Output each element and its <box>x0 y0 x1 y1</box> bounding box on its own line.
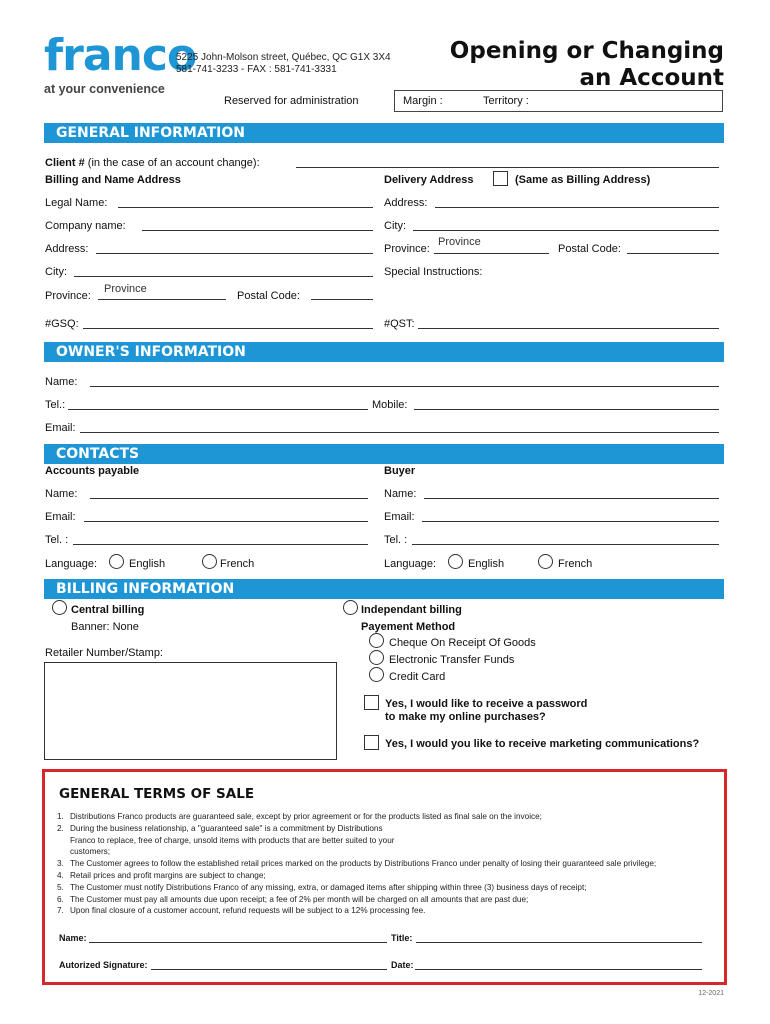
delivery-province-value: Province <box>438 236 481 248</box>
terms-item-number: 2. <box>57 823 64 833</box>
title-line-2: an Account <box>579 65 724 91</box>
terms-list <box>57 811 717 917</box>
payable-email-label: Email: <box>45 511 76 523</box>
payment-method-label: Payement Method <box>361 621 456 633</box>
franco-logo: franco <box>44 30 197 81</box>
terms-name-label: Name: <box>59 933 87 943</box>
delivery-address-field[interactable] <box>435 207 719 208</box>
special-instructions-label: Special Instructions: <box>384 266 483 278</box>
terms-title: GENERAL TERMS OF SALE <box>59 786 255 802</box>
terms-item-number: 4. <box>57 870 64 880</box>
billing-address-label: Address: <box>45 243 89 255</box>
territory-label: Territory : <box>483 95 529 107</box>
retailer-stamp-box[interactable] <box>44 662 337 760</box>
delivery-province-field[interactable] <box>434 253 549 254</box>
margin-label: Margin : <box>403 95 443 107</box>
billing-province-field[interactable] <box>98 299 226 300</box>
payable-english-radio[interactable] <box>109 554 124 569</box>
terms-item-text: The Customer agrees to follow the established retail prices marked on the products by Distributions Franco under penalty of losing their guaranteed sale privilege; <box>70 859 657 869</box>
section-general-information: GENERAL INFORMATION <box>44 123 724 143</box>
buyer-name-label: Name: <box>384 488 417 500</box>
terms-item <box>57 870 717 882</box>
section-billing-information: BILLING INFORMATION <box>44 579 724 599</box>
buyer-tel-field[interactable] <box>412 544 719 545</box>
buyer-french-label: French <box>558 558 593 570</box>
owner-name-label: Name: <box>45 376 78 388</box>
password-checkbox[interactable] <box>364 695 379 710</box>
independant-billing-radio[interactable] <box>343 600 358 615</box>
terms-item-number: 3. <box>57 859 64 869</box>
delivery-postal-field[interactable] <box>627 253 719 254</box>
central-billing-label: Central billing <box>71 604 145 616</box>
billing-postal-label: Postal Code: <box>237 290 300 302</box>
address-line-1: 5225 John-Molson street, Québec, QC G1X 3X4 <box>176 52 391 63</box>
cheque-label: Cheque On Receipt Of Goods <box>389 637 536 649</box>
payable-french-radio[interactable] <box>202 554 217 569</box>
signature-label: Autorized Signature: <box>59 960 148 970</box>
buyer-tel-label: Tel. : <box>384 534 408 546</box>
independant-billing-label: Independant billing <box>361 604 462 616</box>
eft-radio[interactable] <box>369 650 384 665</box>
cheque-radio[interactable] <box>369 633 384 648</box>
password-label-line-2: to make my online purchases? <box>385 711 546 723</box>
credit-card-label: Credit Card <box>389 671 446 683</box>
retailer-stamp-label: Retailer Number/Stamp: <box>45 647 163 659</box>
password-label <box>385 698 587 724</box>
qst-label: #QST: <box>384 318 415 330</box>
terms-item-text: The Customer must notify Distributions Franco of any missing, extra, or damaged items after shipping within three (3) business days of receipt; <box>70 882 587 892</box>
delivery-city-field[interactable] <box>413 230 719 231</box>
terms-item <box>57 894 717 906</box>
buyer-french-radio[interactable] <box>538 554 553 569</box>
gsq-label: #GSQ: <box>45 318 79 330</box>
company-name-label: Company name: <box>45 220 126 232</box>
company-name-field[interactable] <box>142 230 373 231</box>
admin-box <box>394 90 723 112</box>
client-number-field[interactable] <box>296 167 719 168</box>
buyer-heading: Buyer <box>384 465 416 477</box>
terms-title-field[interactable] <box>416 942 702 943</box>
buyer-language-label: Language: <box>384 558 436 570</box>
terms-item <box>57 811 717 823</box>
terms-item-text: The Customer must pay all amounts due upon receipt; a fee of 2% per month will be charged on all amounts that are past due; <box>70 894 529 904</box>
date-label: Date: <box>391 960 414 970</box>
document-title <box>444 38 724 92</box>
terms-item-number: 6. <box>57 894 64 904</box>
terms-item-text: Retail prices and profit margins are subject to change; <box>70 870 266 880</box>
accounts-payable-heading: Accounts payable <box>45 465 140 477</box>
delivery-address-label: Address: <box>384 197 428 209</box>
terms-item <box>57 882 717 894</box>
banner-label: Banner: None <box>71 621 139 633</box>
legal-name-label: Legal Name: <box>45 197 108 209</box>
billing-province-value: Province <box>104 283 147 295</box>
payable-english-label: English <box>129 558 166 570</box>
marketing-checkbox[interactable] <box>364 735 379 750</box>
terms-name-field[interactable] <box>89 942 387 943</box>
legal-name-field[interactable] <box>118 207 373 208</box>
reserved-label: Reserved for administration <box>224 95 359 107</box>
delivery-postal-label: Postal Code: <box>558 243 621 255</box>
billing-city-field[interactable] <box>74 276 373 277</box>
title-line-1: Opening or Changing <box>449 38 724 64</box>
billing-province-label: Province: <box>45 290 91 302</box>
billing-city-label: City: <box>45 266 67 278</box>
payable-email-field[interactable] <box>84 521 368 522</box>
owner-tel-label: Tel.: <box>45 399 66 411</box>
terms-title-label: Title: <box>391 933 413 943</box>
terms-item <box>57 858 717 870</box>
terms-item-text: Distributions Franco products are guaranteed sale, except by prior agreement or for the products listed as final sale on the invoice; <box>70 812 542 821</box>
credit-card-radio[interactable] <box>369 667 384 682</box>
terms-item-number: 1. <box>57 812 64 821</box>
payable-tel-label: Tel. : <box>45 534 69 546</box>
marketing-label: Yes, I would you like to receive marketing communications? <box>385 738 700 750</box>
eft-label: Electronic Transfer Funds <box>389 654 515 666</box>
client-number-label: Client # (in the case of an account change): <box>45 157 260 169</box>
date-field[interactable] <box>415 969 702 970</box>
owner-name-field[interactable] <box>90 386 719 387</box>
owner-mobile-field[interactable] <box>414 409 719 410</box>
owner-email-label: Email: <box>45 422 76 434</box>
buyer-name-field[interactable] <box>424 498 719 499</box>
billing-heading: Billing and Name Address <box>45 174 181 186</box>
payable-french-label: French <box>220 558 255 570</box>
payable-tel-field[interactable] <box>73 544 368 545</box>
payable-name-label: Name: <box>45 488 78 500</box>
password-label-line-1: Yes, I would like to receive a password <box>385 698 588 710</box>
buyer-email-field[interactable] <box>422 521 719 522</box>
company-address <box>176 52 391 76</box>
payable-language-label: Language: <box>45 558 97 570</box>
section-contacts: CONTACTS <box>44 444 724 464</box>
signature-field[interactable] <box>151 969 387 970</box>
owner-tel-field[interactable] <box>68 409 368 410</box>
delivery-province-label: Province: <box>384 243 430 255</box>
same-as-billing-label: (Same as Billing Address) <box>515 174 651 186</box>
terms-item-text: Upon final closure of a customer account, refund requests will be subject to a 12% processing fee. <box>70 906 426 916</box>
billing-postal-field[interactable] <box>311 299 373 300</box>
central-billing-radio[interactable] <box>52 600 67 615</box>
address-line-2: 581-741-3233 - FAX : 581-741-3331 <box>176 64 337 75</box>
tagline: at your convenience <box>44 82 165 96</box>
delivery-city-label: City: <box>384 220 406 232</box>
section-owner-information: OWNER'S INFORMATION <box>44 342 724 362</box>
qst-field[interactable] <box>418 328 719 329</box>
version-label: 12-2021 <box>698 990 724 997</box>
terms-item <box>57 905 717 917</box>
gsq-field[interactable] <box>83 328 373 329</box>
delivery-heading: Delivery Address <box>384 174 474 186</box>
buyer-english-label: English <box>468 558 505 570</box>
terms-item-number: 5. <box>57 882 64 892</box>
buyer-email-label: Email: <box>384 511 415 523</box>
owner-email-field[interactable] <box>80 432 719 433</box>
same-as-billing-checkbox[interactable] <box>493 171 508 186</box>
terms-item-text: During the business relationship, a "guaranteed sale" is a commitment by Distributions Franco to replace, free of charge, unsold items with products that are better suited to your customers; <box>70 823 395 857</box>
payable-name-field[interactable] <box>90 498 368 499</box>
terms-item-number: 7. <box>57 906 64 916</box>
owner-mobile-label: Mobile: <box>372 399 408 411</box>
buyer-english-radio[interactable] <box>448 554 463 569</box>
terms-item <box>57 823 717 858</box>
billing-address-field[interactable] <box>96 253 373 254</box>
